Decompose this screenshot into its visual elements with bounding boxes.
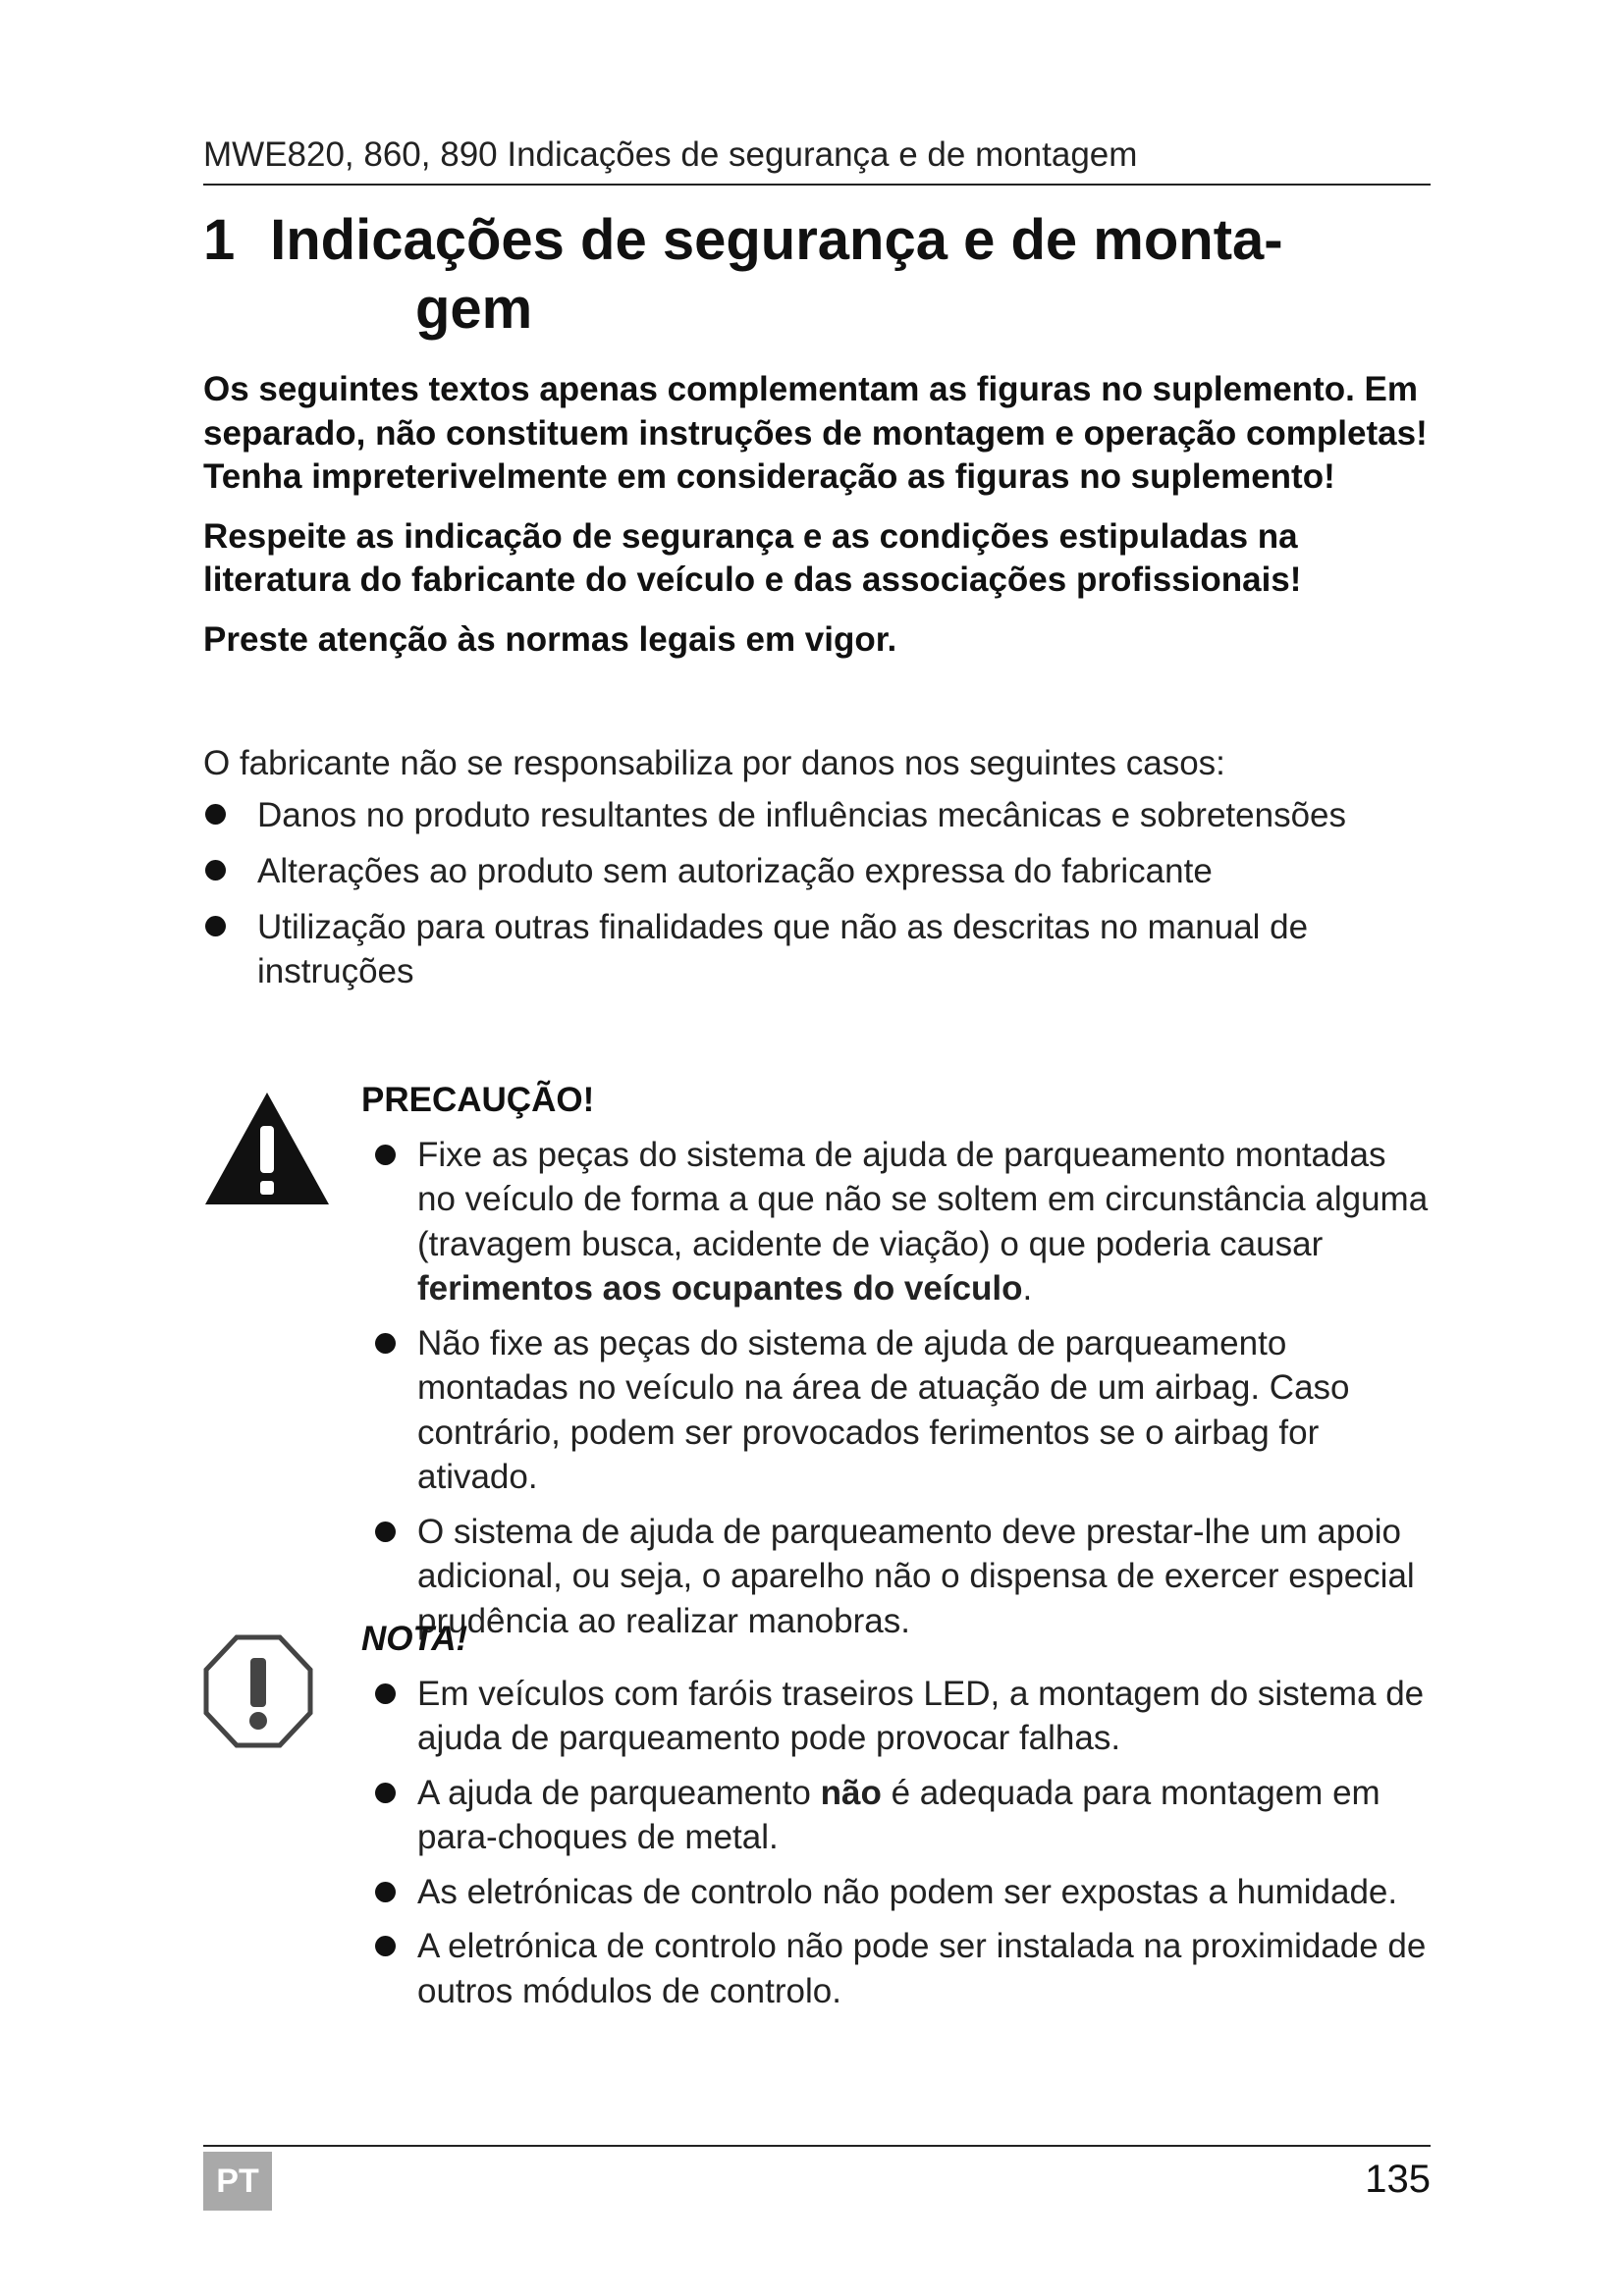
- list-item-text: Não fixe as peças do sistema de ajuda de parqueamento montadas no veículo na área de atuação de um airbag. Caso contrário, podem ser provocados ferimentos se o airbag for ativado.: [417, 1323, 1350, 1496]
- list-item: [361, 1321, 1431, 1500]
- chapter-title-line1: Indicações de segurança e de monta-: [270, 208, 1283, 272]
- chapter-title: [203, 206, 1431, 344]
- bullet-icon: [375, 1683, 396, 1704]
- list-item: [361, 1924, 1431, 2013]
- language-tab: PT: [203, 2152, 272, 2211]
- caution-label: PRECAUÇÃO!: [361, 1081, 595, 1119]
- list-item-text: As eletrónicas de controlo não podem ser expostas a humidade.: [417, 1872, 1398, 1911]
- bullet-icon: [375, 1522, 396, 1542]
- bullet-icon: [205, 860, 226, 881]
- note-notice: [203, 1617, 1431, 2078]
- intro-paragraph: Os seguintes textos apenas complementam as figuras no suplemento. Em separado, não constituem instruções de montagem e operação completas! Tenha impreterivelmente em consideração as figuras no suplemento!: [203, 370, 1428, 496]
- liability-lead: O fabricante não se responsabiliza por danos nos seguintes casos:: [203, 744, 1225, 782]
- bullet-icon: [375, 1882, 396, 1902]
- bullet-icon: [375, 1333, 396, 1354]
- liability-section: [203, 741, 1431, 1005]
- list-item: [361, 1870, 1431, 1915]
- note-list: [361, 1672, 1431, 2014]
- bullet-icon: [205, 804, 226, 825]
- list-item: [203, 849, 1431, 893]
- list-item: [361, 1771, 1431, 1860]
- list-item-text-end: .: [1022, 1269, 1033, 1308]
- caution-content: [361, 1078, 1431, 1653]
- warning-triangle-icon: [203, 1091, 331, 1206]
- note-content: [361, 1617, 1431, 2023]
- intro-block: [203, 368, 1431, 677]
- note-label: NOTA!: [361, 1620, 468, 1658]
- list-item-text: Alterações ao produto sem autorização expressa do fabricante: [257, 852, 1213, 890]
- intro-paragraph: Preste atenção às normas legais em vigor.: [203, 619, 897, 659]
- list-item-text: Utilização para outras finalidades que não as descritas no manual de instruções: [257, 908, 1309, 990]
- emphasis-text: não: [820, 1773, 882, 1812]
- list-item-text: Danos no produto resultantes de influências mecânicas e sobretensões: [257, 796, 1347, 834]
- page-number: 135: [1365, 2158, 1431, 2201]
- bullet-icon: [375, 1783, 396, 1803]
- chapter-title-line2: gem: [415, 277, 533, 341]
- intro-paragraph: Respeite as indicação de segurança e as condições estipuladas na literatura do fabricante do veículo e das associações profissionais!: [203, 516, 1302, 599]
- caution-list: [361, 1133, 1431, 1644]
- list-item: [203, 793, 1431, 837]
- bullet-icon: [375, 1936, 396, 1956]
- emphasis-text: ferimentos aos ocupantes do veículo: [417, 1269, 1023, 1308]
- list-item-text: A eletrónica de controlo não pode ser instalada na proximidade de outros módulos de controlo.: [417, 1927, 1427, 2010]
- liability-list: [203, 793, 1431, 993]
- footer-rule: [203, 2145, 1431, 2147]
- bullet-icon: [375, 1145, 396, 1165]
- list-item: [361, 1133, 1431, 1311]
- octagon-exclamation-icon: [203, 1634, 313, 1748]
- header-rule: [203, 184, 1431, 186]
- list-item-text: O sistema de ajuda de parqueamento deve prestar-lhe um apoio adicional, ou seja, o aparelho não o dispensa de exercer especial prudência ao realizar manobras.: [417, 1512, 1415, 1640]
- list-item: [361, 1672, 1431, 1761]
- bullet-icon: [205, 916, 226, 936]
- chapter-number: 1: [203, 208, 236, 272]
- list-item-text-end: é adequada para montagem em para-choques de metal.: [417, 1773, 1380, 1856]
- list-item: [203, 905, 1431, 993]
- running-head: MWE820, 860, 890 Indicações de segurança e de montagem: [203, 135, 1138, 174]
- list-item-text: Em veículos com faróis traseiros LED, a montagem do sistema de ajuda de parqueamento pode provocar falhas.: [417, 1674, 1425, 1757]
- list-item-text: Fixe as peças do sistema de ajuda de parqueamento montadas no veículo de forma a que não se soltem em circunstância alguma (travagem busca, acidente de viação) o que poderia causar: [417, 1135, 1429, 1263]
- list-item-text: A ajuda de parqueamento: [417, 1773, 821, 1812]
